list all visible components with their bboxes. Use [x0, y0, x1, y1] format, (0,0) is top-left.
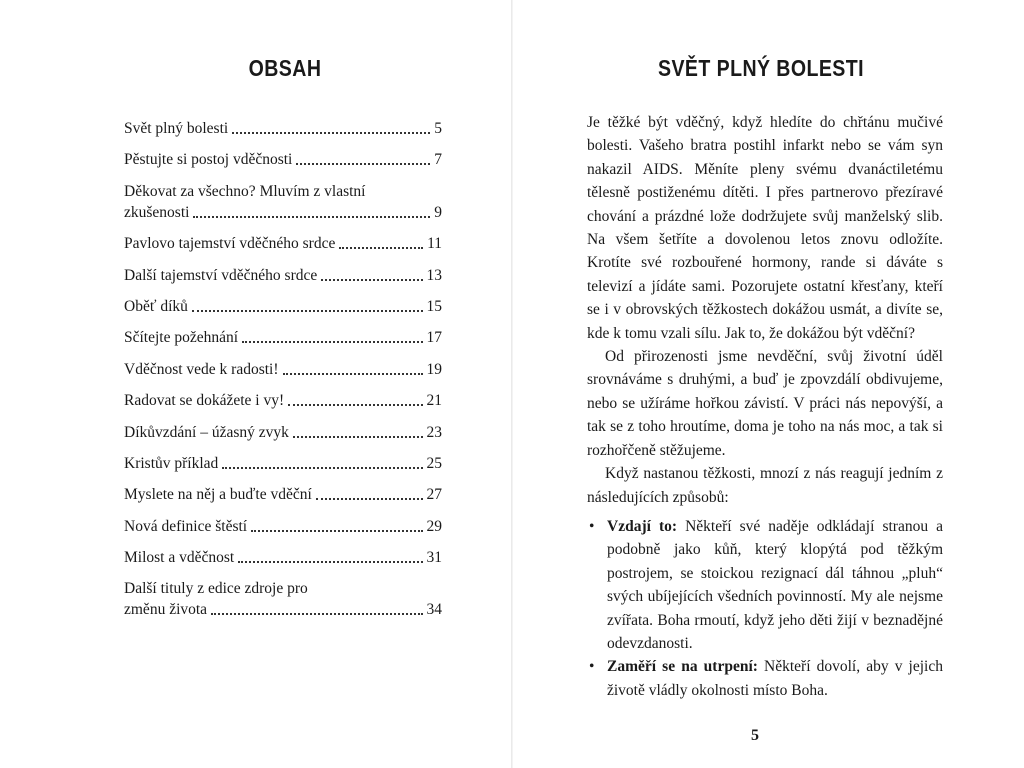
paragraph-1: Je těžké být vděčný, když hledíte do chřtánu mučivé bolesti. Vašeho bratra postihl infarkt nebo se vám syn nakazil AIDS. Měníte pleny svému dvanáctiletému tělesně postiženému dítěti. I přes partnerovo přezíravé chování a prázdné lože dodržujete svůj manželský slib. Na všem šetříte a dovolenou letos znovu odložíte. Krotíte své rozbouřené hormony, rande si dáváte s televizí a jídáte sami. Pozorujete ostatní křesťany, kteří se i v obrovských těžkostech dokážou usmát, a divíte se, kde k tomu vzali sílu. Jak to, že dokážou být vděční? [587, 114, 943, 342]
toc-entry-page: 5 [434, 120, 442, 137]
bullet-text: Někteří dovolí, aby v jejich životě vládly okolnosti místo Boha. [607, 658, 943, 699]
toc-entry [124, 453, 442, 474]
toc-leader-dots [339, 247, 423, 249]
bullet-icon: • [589, 658, 595, 676]
bullet-item [587, 655, 943, 702]
chapter-body [587, 111, 943, 509]
right-page [513, 0, 1024, 768]
toc-leader-dots [192, 310, 423, 312]
toc-entry-page: 19 [426, 360, 442, 378]
toc-entry-page: 29 [426, 517, 442, 535]
toc-leader-dots [283, 373, 423, 375]
toc-list [124, 118, 442, 631]
toc-title: OBSAH [248, 55, 322, 81]
toc-leader-dots [193, 216, 430, 218]
toc-leader-dots [296, 163, 430, 165]
chapter-title: SVĚT PLNÝ BOLESTI [657, 55, 865, 81]
toc-leader-dots [293, 436, 423, 438]
toc-leader-dots [238, 561, 422, 563]
toc-entry [124, 118, 442, 139]
toc-entry [124, 516, 442, 537]
toc-entry-page: 13 [426, 266, 442, 284]
toc-entry-label: Pěstujte si postoj vděčnosti [124, 151, 293, 169]
toc-leader-dots [232, 132, 430, 134]
toc-entry-label-cont: změnu života [124, 601, 208, 619]
toc-entry-page: 27 [426, 486, 442, 504]
toc-entry-label: Radovat se dokážete i vy! [124, 392, 285, 410]
toc-entry-page: 17 [426, 329, 442, 347]
toc-entry-page: 25 [426, 454, 442, 472]
toc-leader-dots [242, 341, 422, 343]
page-number: 5 [751, 727, 759, 744]
toc-entry-page: 31 [426, 549, 442, 567]
toc-leader-dots [251, 530, 422, 532]
toc-entry-label: Milost a vděčnost [124, 549, 235, 567]
paragraph-2: Od přirozenosti jsme nevděční, svůj životní úděl srovnáváme s druhými, a buď je zpovzdálí obdivujeme, nebo se užíráme hořkou závistí. V práci nás nepovýší, a tak se z toho hroutíme, doma je toho na nás moc, a tak si rozhořčeně stěžujeme. [587, 348, 943, 459]
toc-entry [124, 149, 442, 170]
toc-entry-label: Nová definice štěstí [124, 517, 248, 535]
toc-leader-dots [222, 467, 422, 469]
toc-entry-line [124, 599, 442, 620]
toc-entry [124, 390, 442, 411]
toc-entry-page: 7 [434, 151, 442, 169]
toc-entry-label: Další tituly z edice zdroje pro [124, 580, 308, 598]
toc-entry-page: 11 [427, 235, 442, 253]
bullet-item [587, 515, 943, 655]
toc-entry-page: 23 [426, 423, 442, 441]
toc-entry [124, 484, 442, 505]
toc-entry [124, 327, 442, 348]
toc-entry [124, 359, 442, 380]
toc-entry [124, 181, 442, 223]
toc-entry-label: Oběť díků [124, 297, 188, 315]
toc-entry [124, 547, 442, 568]
toc-entry [124, 422, 442, 443]
bullet-text: Někteří své naděje odkládají stranou a podobně jako kůň, který klopýtá pod těžkým postrojem, se stoickou rezignací dál táhnou „pluh“ svých ubíjejících všedních povinností. My ale nejsme zvířata. Boha rmoutí, když jeho děti žijí v beznadějné odevzdanosti. [607, 518, 943, 653]
bullet-list [587, 515, 943, 702]
toc-leader-dots [321, 279, 422, 281]
toc-entry-line [124, 578, 442, 599]
toc-entry-line [124, 202, 442, 223]
bullet-term: Vzdají to: [607, 518, 678, 535]
toc-entry-label: Sčítejte požehnání [124, 329, 239, 347]
toc-entry-label: Vděčnost vede k radosti! [124, 360, 279, 378]
toc-entry [124, 265, 442, 286]
bullet-icon: • [589, 518, 595, 535]
toc-entry-label-cont: zkušenosti [124, 203, 190, 221]
paragraph-3: Když nastanou těžkosti, mnozí z nás reagují jedním z následujících způsobů: [587, 465, 943, 506]
toc-leader-dots [288, 404, 422, 406]
toc-entry-label: Pavlovo tajemství vděčného srdce [124, 235, 336, 253]
toc-entry-page: 15 [426, 297, 442, 315]
toc-entry-label: Další tajemství vděčného srdce [124, 266, 318, 284]
toc-entry-label: Díkůvzdání – úžasný zvyk [124, 423, 289, 441]
toc-leader-dots [316, 498, 423, 500]
left-page [0, 0, 511, 768]
toc-entry-label: Kristův příklad [124, 454, 219, 472]
toc-entry-label: Děkovat za všechno? Mluvím z vlastní [124, 182, 366, 200]
bullet-term: Zaměří se na utrpení: [607, 658, 758, 676]
toc-entry [124, 296, 442, 317]
toc-entry [124, 233, 442, 254]
toc-entry-page: 34 [426, 601, 442, 619]
toc-entry-page: 9 [434, 203, 442, 221]
toc-entry-page: 21 [426, 392, 442, 410]
toc-entry [124, 578, 442, 620]
toc-leader-dots [211, 613, 422, 615]
toc-entry-label: Svět plný bolesti [124, 120, 229, 137]
toc-entry-label: Myslete na něj a buďte vděční [124, 486, 312, 504]
toc-entry-line [124, 181, 442, 202]
